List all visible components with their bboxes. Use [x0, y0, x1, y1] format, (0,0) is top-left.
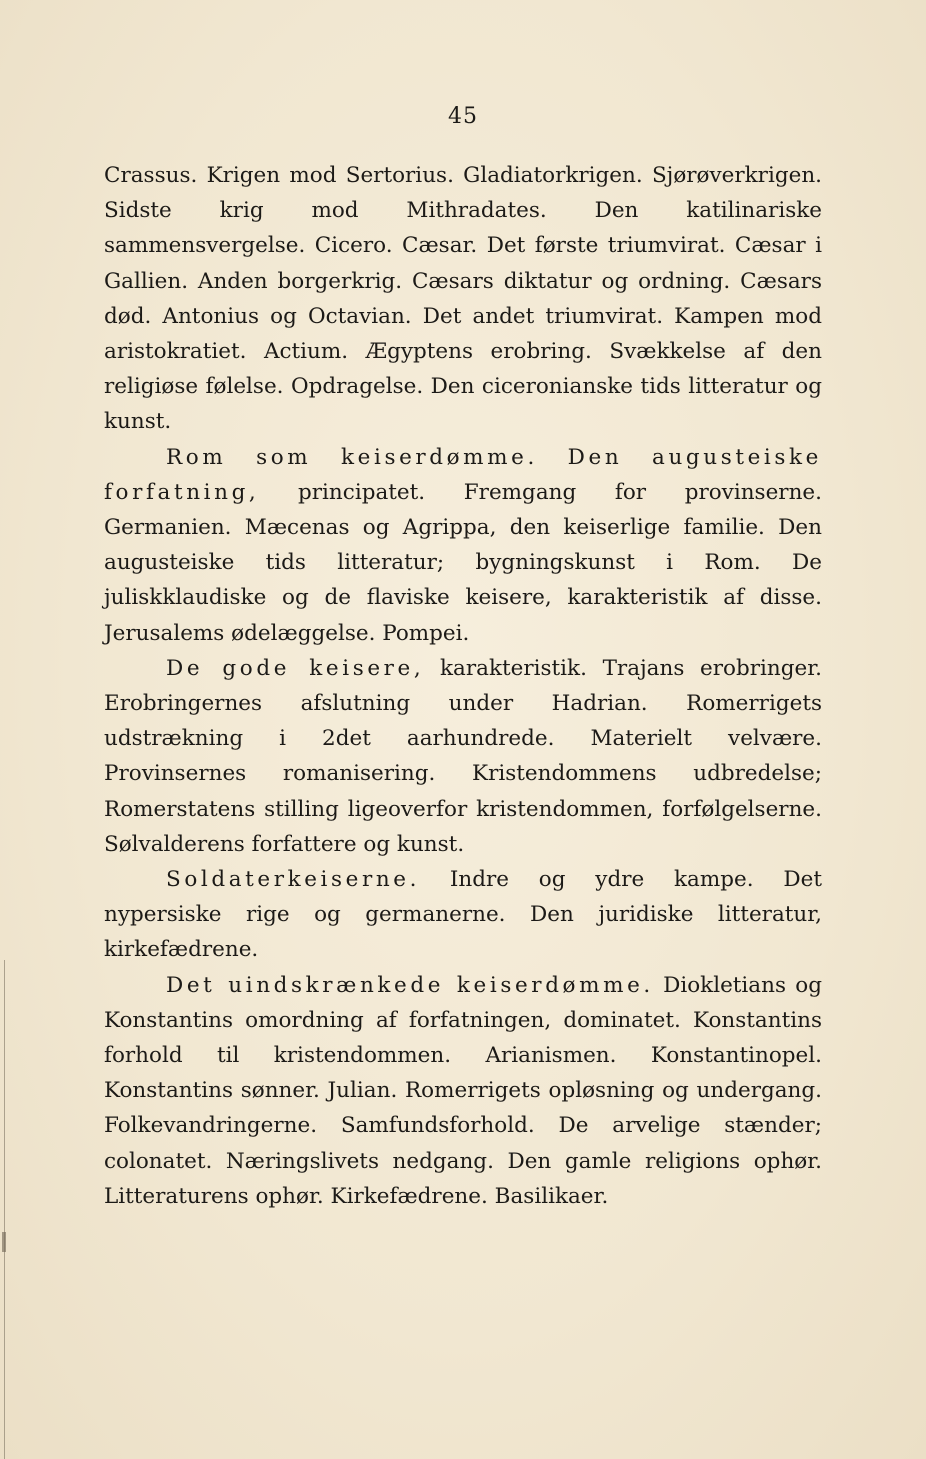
paragraph-roman-republic-end	[104, 158, 822, 440]
paragraph-spaced-heading: Rom som keiserdømme. Den augusteiske forfatning,	[104, 444, 822, 505]
paragraph-det-uindskraenkede-keiserdomme	[104, 968, 822, 1214]
paragraph-spaced-heading: De gode keisere,	[166, 655, 425, 681]
paragraph-de-gode-keisere	[104, 651, 822, 862]
page-edge-mark	[2, 1232, 6, 1252]
paragraph-spaced-heading: Det uindskrænkede keiserdømme.	[166, 972, 654, 998]
paragraph-text: Diokletians og Konstantins omordning af forfatningen, dominatet. Konstantins forhold til kristendommen. Arianismen. Konstantinopel. Konstantins sønner. Julian. Romerrigets opløsning og undergang. Folkevandringerne. Samfundsforhold. De arvelige stænder; colonatet. Næringslivets nedgang. Den gamle religions ophør. Litteraturens ophør. Kirkefædrene. Basilikaer.	[104, 972, 822, 1209]
paragraph-soldaterkeiserne	[104, 862, 822, 968]
paragraph-rom-som-keiserdomme	[104, 440, 822, 651]
paragraph-spaced-heading: Soldaterkeiserne.	[166, 867, 421, 893]
paragraph-text: Crassus. Krigen mod Sertorius. Gladiatorkrigen. Sjørøverkrigen. Sidste krig mod Mithradates. Den katilinariske sammensvergelse. Cicero. Cæsar. Det første triumvirat. Cæsar i Gallien. Anden borgerkrig. Cæsars diktatur og ordning. Cæsars død. Antonius og Octavian. Det andet triumvirat. Kampen mod aristokratiet. Actium. Ægyptens erobring. Svækkelse af den religiøse følelse. Opdragelse. Den ciceronianske tids litteratur og kunst.	[104, 163, 822, 435]
paragraph-text: Indre og ydre kampe. Det nypersiske rige og germanerne. Den juridiske litteratur, kirkefædrene.	[104, 867, 822, 963]
paragraph-text: karakteristik. Trajans erobringer. Erobringernes afslutning under Hadrian. Romerrigets udstrækning i 2det aarhundrede. Materielt velvære. Provinsernes romanisering. Kristendommens udbredelse; Romerstatens stilling ligeoverfor kristendommen, forfølgelserne. Sølvalderens forfattere og kunst.	[104, 655, 822, 857]
paragraph-text: principatet. Fremgang for provinserne. Germanien. Mæcenas og Agrippa, den keiserlige familie. Den augusteiske tids litteratur; bygningskunst i Rom. De juliskklaudiske og de flaviske keisere, karakteristik af disse. Jerusalems ødelæggelse. Pompei.	[104, 479, 822, 646]
page-number: 45	[448, 104, 478, 129]
body-text	[104, 158, 822, 1214]
page-edge-line	[4, 960, 5, 1459]
